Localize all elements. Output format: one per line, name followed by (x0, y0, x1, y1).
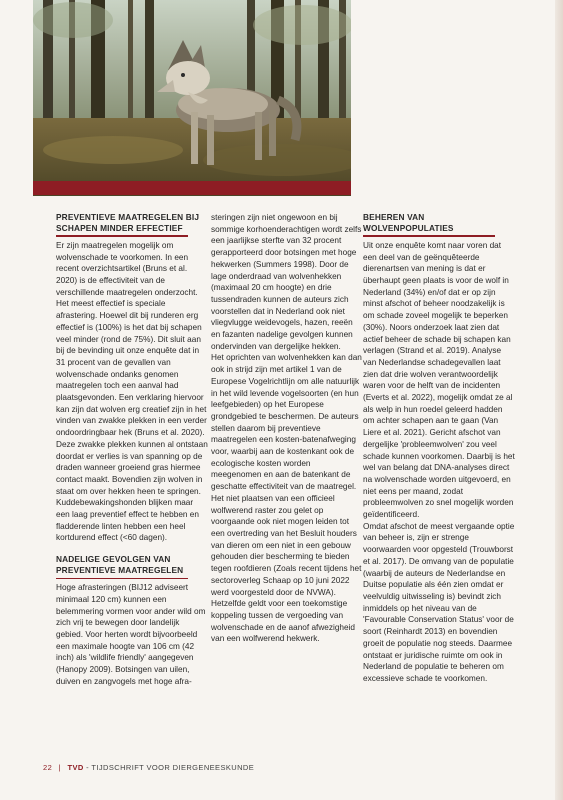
body-paragraph: Omdat afschot de meest vergaande optie van beheer is, zijn er strenge voorwaarden voor opgesteld (Trouwborst et al. 2017). De omvang van de populatie (waarbij de auteurs de Nederlandse en Duitse populatie als één zien omdat er veelvuldig uitwisseling is) bevindt zich inmiddels op het niveau van de 'Favourable Conservation Status' voor de soort (Reinhardt 2013) en bovendien groeit de populatie nog steeds. Daarmee ontstaat er juridische ruimte om ook in Nederland de populatie te beheren om excessieve schade te voorkomen. (363, 521, 515, 683)
body-paragraph: Er zijn maatregelen mogelijk om wolvenschade te voorkomen. In een recent overzichtsartikel (Bruns et al. 2020) is de effectiviteit van de verschillende maatregelen onderzocht. Het meest effectief is speciale afrastering. Hoewel dit bij runderen erg effectief is (100%) is het dat bij schapen veel minder (rond de 75%). Dit sluit aan bij de bevinding uit onze enquête dat in 31 procent van de gevallen van wolvenschade ondanks genomen maatregelen toch een aanval had plaatsgevonden. Een verklaring hiervoor kan zijn dat wolven erg creatief zijn in het vinden van zwakke plekken in een verder ondoordringbaar hek (Bruns et al. 2020). Deze zwakke plekken kunnen al ontstaan doordat er verlies is van spanning op de draden wanneer groeiend gras hiermee contact maakt. Bovendien zijn wolven in staat om over hekken heen te springen. Kuddebewakingshonden blijken maar een laag preventief effect te hebben en fladderende linten hebben een heel kortdurend effect (<60 dagen). (56, 240, 208, 543)
footer-dash: - (83, 763, 92, 772)
body-paragraph: Het oprichten van wolvenhekken kan dan ook in strijd zijn met artikel 1 van de Europese Vogelrichtlijn om alle natuurlijk in het wild levende vogelsoorten (en hun leefgebieden) op het Europese grondgebied te beschermen. De auteurs stellen daarom bij preventieve maatregelen een kosten-batenafweging voor, waarbij aan de kostenkant ook de ecologische kosten worden meegenomen en aan de batenkant de geschatte effectiviteit van de maatregel. Het niet plaatsen van een officieel wolfwerend raster zou gelet op voorgaande ook niet mogen leiden tot een overtreding van het Besluit houders van dieren om een niet in een gebouw gehouden dier bescherming te bieden tegen roofdieren (Zoals recent tijdens het sectoroverleg Schaap op 10 juni 2022 werd voorgesteld door de NVWA). Hetzelfde geldt voor een toekomstige koppeling tussen de vergoeding van wolvenschade en de aanof afwezigheid van een wolfwerend hekwerk. (211, 353, 362, 644)
section-heading-preventieve: PREVENTIEVE MAATREGELEN BIJ SCHAPEN MINDER EFFECTIEF (56, 212, 200, 234)
footer-separator: | (58, 763, 61, 772)
photo-accent-bar (33, 181, 351, 195)
page-edge-shadow (555, 0, 563, 800)
body-paragraph: steringen zijn niet ongewoon en bij sommige korhoenderachtigen wordt zelfs een jaarlijkse sterfte van 32 procent gerapporteerd door botsingen met hoge hekwerken (Summers 1998). Door de lage onderdraad van wolvenhekken (maximaal 20 cm hoogte) en drie tussendraden kunnen de auteurs zich voorstellen dat in Nederland ook niet vliegvlugge weidevogels, hazen, reeën en fazanten nadelige gevolgen kunnen ondervinden van dergelijke hekken. (211, 213, 362, 351)
page-number: 22 (43, 763, 53, 772)
column-1 (56, 212, 208, 687)
heading-rule (363, 235, 495, 237)
page-footer (43, 763, 254, 772)
column-2 (211, 212, 363, 645)
body-paragraph: Hoge afrasteringen (BIJ12 adviseert minimaal 120 cm) kunnen een belemmering vormen voor ander wild om zich vrij te bewegen door landelijk gebied. Voor herten wordt bijvoorbeeld een maximale hoogte van 106 cm (42 inch) als 'wildlife friendly' aangegeven (Hanopy 2009). Botsingen van uilen, duiven en zangvogels met hoge afra- (56, 583, 206, 686)
wolf-photo (33, 0, 351, 196)
section-heading-nadelige: NADELIGE GEVOLGEN VAN PREVENTIEVE MAATREGELEN (56, 554, 184, 576)
journal-abbreviation: TVD (67, 763, 84, 772)
journal-name: TIJDSCHRIFT VOOR DIERGENEESKUNDE (91, 763, 255, 772)
heading-rule (56, 235, 188, 237)
body-paragraph: Uit onze enquête komt naar voren dat een deel van de geënquêteerde dierenartsen van mening is dat er überhaupt geen plaats is voor de wolf in Nederland (34%) en/of dat er op zijn minst afschot of beheer noodzakelijk is om schade zoveel mogelijk te beperken (30%). Noors onderzoek laat zien dat actief beheer de schade bij schapen kan verlagen (Strand et al. 2019). Analyse van Nederlandse schadegevallen laat zien dat drie wolven verantwoordelijk waren voor de helft van de incidenten (Everts et al. 2022), mogelijk omdat ze al als welp in hun roedel geleerd hadden om achter schapen aan te gaan (Van Liere et al. 2021). Gericht afschot van dergelijke 'probleemwolven' zou veel schade kunnen voorkomen. Daarbij is het wel van belang dat DNA-analyses direct na wolvenschade worden uitgevoerd, en niet eens per maand, zodat probleemwolven zo snel mogelijk worden geïdentificeerd. (363, 240, 515, 520)
section-heading-beheren: BEHEREN VAN WOLVENPOPULATIES (363, 212, 454, 234)
column-3 (363, 212, 515, 685)
heading-rule (56, 578, 188, 580)
